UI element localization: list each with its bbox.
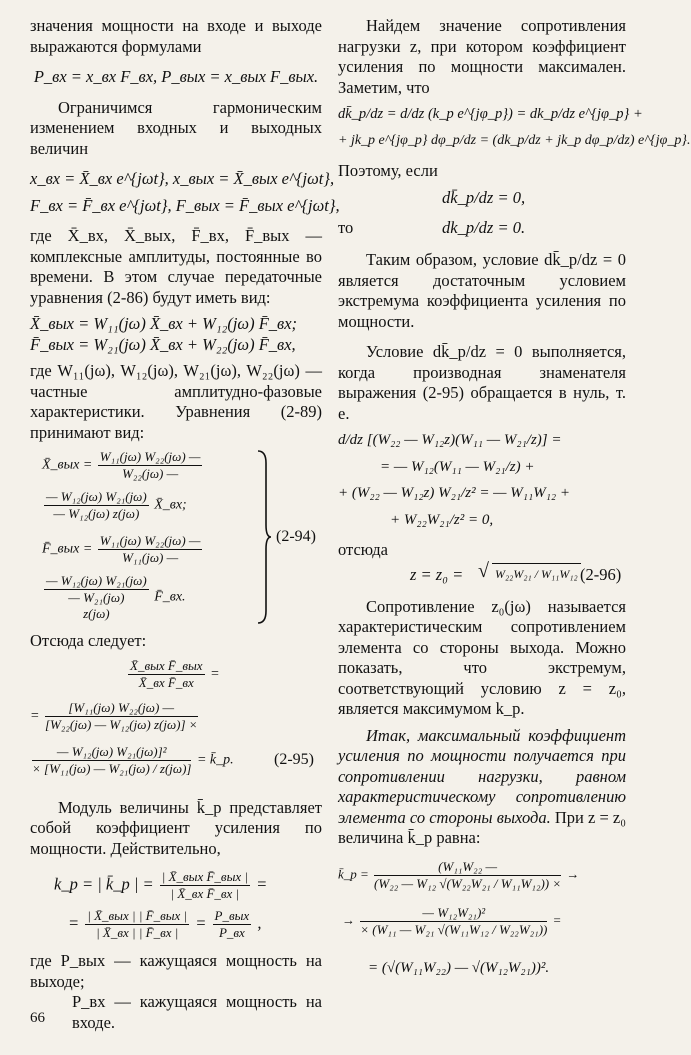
eq-max2-tail: = [552,911,562,927]
eq-max2-den: × (W₁₁ — W₂₁ √(W₁₁W₁₂ / W₂₂W₂₁)) [360,921,548,937]
eq295-rhs: = k̄_p. [196,752,234,768]
left-paragraph-6: Модуль величины k̄_p представляет собой коэффициент усиления по мощности. Действительно, [30,797,322,858]
sqrt-icon: √ [478,559,489,582]
page-number: 66 [30,1010,45,1026]
equation-z-1: d/dz [(W₂₂ — W₁₂z)(W₁₁ — W₂₁/z)] = [338,432,562,448]
eq-max1-den: (W₂₂ — W₁₂ √(W₂₂W₂₁ / W₁₁W₁₂)) × [374,875,562,891]
eq294-b-num: W₁₁(jω) W₂₂(jω) — [99,533,201,548]
equation-harmonic-1: x_вх = X̄_вх e^{jωt}, x_вых = X̄_вых e^{jωt}, [30,169,335,188]
equation-block-2-95: $\frac{\text{X̄\_вых F̄\_вых}}{\text{X̄\_вх F̄\_вх}}$ = = $\frac{\text{[W₁₁(jω) W₂₂(jω) —}}{\text{[W₂₂(jω) — W₁₂(jω) z(jω)] ×}}$ $\frac{\text{— W₁₂(jω) W₂₁(jω)]²}}{\text{× [W₁₁(jω) — W₂₁(jω) / z(jω)]}}$ = k̄_p. (2-95) [30,657,314,776]
eq-kp2-den: | X̄_вх | | F̄_вх | [96,925,179,940]
equation-transfer-2: F̄_вых = W₂₁(jω) X̄_вх + W₂₂(jω) F̄_вх, [30,334,296,354]
eq294-a-den: W₂₂(jω) — [122,466,179,481]
eq-max2-num: — W₁₂W₂₁)² [360,905,547,922]
left-paragraph-3: где X̄_вх, X̄_вых, F̄_вх, F̄_вых — комплексные амплитуды, постоянные во времени. В этом случае передаточные уравнения (2-86) будут иметь вид: [30,226,322,307]
conclusion-italic: Итак, максимальный коэффициент усиления по мощности получается при сопротивлении нагрузки, равном характеристическому сопротивлению элемента со стороны выхода. [338,725,626,827]
equation-condition-2: dk_p/dz = 0. [442,218,526,237]
eq296-root: W₂₂W₂₁ / W₁₁W₁₂ [492,563,581,585]
eq-kp2-num2: P_вых [214,908,250,923]
eq294-a-num: W₁₁(jω) W₂₂(jω) — [99,449,201,464]
left-paragraph-5: Отсюда следует: [30,631,147,650]
eq294-a-lhs: X̄_вых = [42,457,93,473]
word-to: то [338,218,354,237]
equation-derivative-1: dk̄_p/dz = d/dz (k_p e^{jφ_p}) = dk_p/dz e^{jφ_p} + [338,106,643,122]
arrow-right-icon-2: → [342,911,355,927]
eq294-label: (2-94) [276,528,316,545]
left-column [30,16,340,1033]
equation-kp-1: k_p = | k̄_p | = $\frac{\text{| X̄\_вых F̄\_вых |}}{\text{| X̄\_вх F̄\_вх |}}$ = [54,869,268,901]
right-paragraph-1: Найдем значение сопротивления нагрузки z, при котором коэффициент усиления по мощности максимален. Заметим, что [338,16,626,97]
arrow-right-icon-1: → [566,865,580,881]
eq295-top-num: X̄_вых F̄_вых [130,657,203,673]
right-paragraph-5: отсюда [338,540,388,559]
eq-kp2-den2: P_вх [218,925,245,940]
eq294-b2-den2: z(jω) [83,606,110,621]
eq294-b-lhs: F̄_вых = [42,541,93,557]
eq295-label: (2-95) [274,750,314,768]
eq294-b2-num: — W₁₂(jω) W₂₁(jω) [46,573,147,588]
right-paragraph-7 [338,726,626,849]
eq294-b2-den1: — W₂₁(jω) [68,590,125,605]
eq294-a2-tail: X̄_вх; [154,497,187,513]
equation-z-2: = — W₁₂(W₁₁ — W₂₁/z) + [380,458,535,475]
definition-pin: P_вх — кажущаяся мощность на входе. [72,992,322,1032]
eq296-label: (2-96) [580,564,622,584]
eq-kp1-den: | X̄_вх F̄_вх | [170,886,240,901]
equation-condition-1: dk̄_p/dz = 0, [442,187,526,207]
equation-harmonic-2: F_вх = F̄_вх e^{jωt}, F_вых = F̄_вых e^{jωt}, [30,195,340,215]
eq295-l3-num: — W₁₂(jω) W₂₁(jω)]² [32,744,191,761]
equation-transfer-1: X̄_вых = W₁₁(jω) X̄_вх + W₁₂(jω) F̄_вх; [30,314,298,333]
equation-z-4: + W₂₂W₂₁/z² = 0, [390,511,494,528]
equation-derivative-2: + jk_p e^{jφ_p} dφ_p/dz = (dk_p/dz + jk_p dφ_p/dz) e^{jφ_p}. [338,132,691,148]
left-paragraph-1: значения мощности на входе и выходе выражаются формулами [30,16,322,56]
eq294-b2-tail: F̄_вх. [154,589,186,605]
eq-kp2-num: | X̄_вых | | F̄_вых | [87,908,188,923]
equation-block-2-94 [30,449,322,625]
eq295-l3-den: × [W₁₁(jω) — W₂₁(jω) / z(jω)] [32,760,192,776]
conclusion-tail: При z = z₀ величина k̄_p равна: [338,807,626,847]
right-column [338,16,691,987]
equation-power: P_вх = x_вх F_вх, P_вых = x_вых F_вых. [33,67,319,86]
right-paragraph-3: Таким образом, условие dk̄_p/dz = 0 является достаточным условием экстремума коэффициента усиления по мощности. [338,250,626,331]
definition-pout: где P_вых — кажущаяся мощность на выходе; [30,951,322,991]
right-paragraph-2: Поэтому, если [338,161,438,180]
left-paragraph-4: где W₁₁(jω), W₁₂(jω), W₂₁(jω), W₂₂(jω) — частные амплитудно-фазовые характеристики. Уравнения (2-89) принимают вид: [30,361,322,442]
equation-block-max-kp [338,855,626,987]
eq294-b-den: W₁₁(jω) — [122,550,179,565]
eq295-l2-num: [W₁₁(jω) W₂₂(jω) — [45,700,198,717]
eq-max3: = (√(W₁₁W₂₂) — √(W₁₂W₂₁))². [368,959,550,976]
eq294-a2-den: — W₁₂(jω) z(jω) [53,506,140,521]
eq295-l2-den: [W₂₂(jω) — W₁₂(jω) z(jω)] × [44,716,198,732]
equation-z-3: + (W₂₂ — W₁₂z) W₂₁/z² = — W₁₁W₁₂ + [338,485,570,501]
right-paragraph-6: Сопротивление z₀(jω) называется характеристическим сопротивлением элемента со стороны выхода. Можно показать, что экстремум, соответствующий условию z = z₀, является максимумом k_p. [338,596,626,718]
eq-max1-num: (W₁₁W₂₂ — [374,859,561,876]
eq294-a2-num: — W₁₂(jω) W₂₁(jω) [46,489,147,504]
eq295-top-den: X̄_вх F̄_вх [138,674,194,690]
right-brace-icon [256,449,272,625]
right-paragraph-4: Условие dk̄_p/dz = 0 выполняется, когда производная знаменателя выражения (2-95) обращается в нуль, т. е. [338,342,626,423]
eq-kp1-num: | X̄_вых F̄_вых | [161,869,248,884]
equation-kp-2: = $\frac{\text{| X̄\_вых | | F̄\_вых |}}{| X̄\_вх | | F̄\_вх |}$ = $\frac{\text{P\_вых}}{P\_вх}$ , [68,908,262,940]
eq-max1-lhs: k̄_p = [338,865,369,881]
eq-kp1-lhs: k_p = | k̄_p | = [54,874,154,894]
eq296-lhs: z = z₀ = [410,564,464,584]
left-paragraph-2: Ограничимся гармоническим изменением входных и выходных величин [30,97,322,158]
